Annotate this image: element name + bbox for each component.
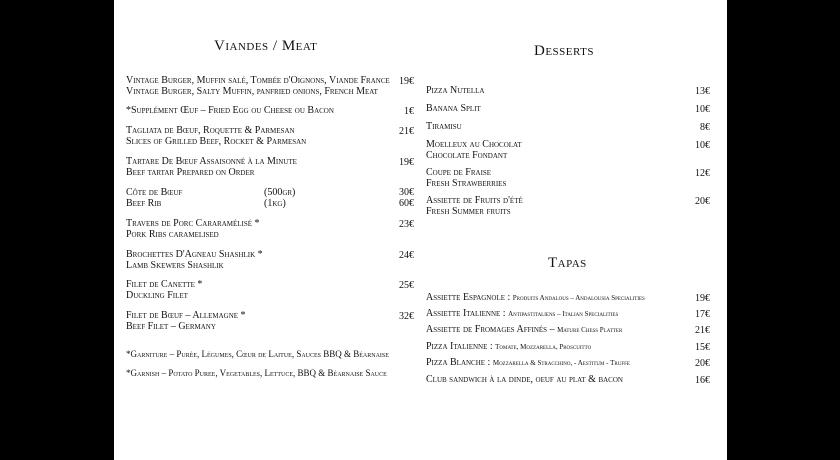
item-price: 1€ (404, 106, 414, 117)
item-name-fr: Banana Split (426, 103, 481, 114)
meat-section-title: Viandes / Meat (214, 38, 318, 54)
menu-item (426, 309, 618, 320)
item-detail: Tomate, Mozzarella, Proscuitto (495, 343, 592, 351)
item-name-en: Vintage Burger, Salty Muffin, panfried onions, French Meat (126, 85, 378, 97)
menu-item (126, 280, 202, 301)
price-1kg: 60€ (399, 197, 414, 209)
menu-item (426, 122, 462, 133)
menu-item (426, 293, 645, 304)
item-name-fr: Pizza Nutella (426, 85, 485, 96)
menu-item (426, 196, 523, 217)
item-name-en: Duckling Filet (126, 289, 188, 301)
item-name-en: Fresh Summer fruits (426, 205, 511, 217)
item-price: 21€ (695, 325, 710, 336)
item-price: 32€ (399, 311, 414, 322)
item-name-en: Slices of Grilled Beef, Rocket & Parmesan (126, 135, 307, 147)
desserts-section-title: Desserts (534, 43, 595, 59)
tapas-section-title: Tapas (548, 255, 587, 271)
item-price: 21€ (399, 126, 414, 137)
item-name-fr: Tiramisu (426, 121, 462, 132)
item-name-fr: Tagliata de Bœuf, Roquette & Parmesan (126, 125, 295, 136)
item-name: Assiette de Fromages Affinés – (426, 324, 558, 335)
item-name: Pizza Blanche : (426, 357, 493, 368)
menu-item (126, 188, 182, 209)
item-price: 19€ (399, 157, 414, 168)
weight-500g: (500gr) (264, 187, 296, 198)
item-name: Pizza Italienne : (426, 341, 496, 352)
garnish-note-en: *Garnish – Potato Puree, Vegetables, Lettuce, BBQ & Béarnaise Sauce (126, 368, 387, 378)
item-name-fr: Filet de Canette * (126, 279, 203, 290)
item-name-fr: Filet de Bœuf – Allemagne * (126, 310, 246, 321)
item-name-fr: Assiette de Fruits d'été (426, 195, 523, 206)
menu-item (426, 358, 630, 369)
item-price: 19€ (399, 76, 414, 87)
item-price: 8€ (700, 122, 710, 133)
item-price: 17€ (695, 309, 710, 320)
item-name-fr: Tartare De Bœuf Assaisonné à la Minute (126, 156, 297, 167)
item-name-en: Beef tartar Prepared on Order (126, 166, 255, 178)
menu-item (126, 126, 306, 147)
item-name: Assiette Italienne : (426, 308, 509, 319)
item-price: 12€ (695, 168, 710, 179)
menu-page (114, 0, 727, 460)
item-price: 10€ (695, 104, 710, 115)
item-name-en: Beef Rib (126, 197, 162, 209)
price-500g: 30€ (399, 187, 414, 198)
item-price (380, 188, 414, 209)
menu-item (426, 342, 591, 353)
item-price: 19€ (695, 293, 710, 304)
menu-item (126, 311, 246, 332)
item-price: 10€ (695, 140, 710, 151)
item-price: 24€ (399, 250, 414, 261)
garnish-note-fr: *Garniture – Purée, Légumes, Cœur de Laitue, Sauces BBQ & Béarnaise (126, 349, 389, 359)
item-name-fr: *Supplément Œuf – Fried Egg ou Cheese ou Bacon (126, 105, 334, 116)
menu-item (126, 157, 297, 178)
item-name-en: Lamb Skewers Shashlik (126, 259, 224, 271)
item-detail: Mozzarella & Stracchino, - Aestitum - Truffe (492, 359, 630, 367)
menu-item (126, 250, 263, 271)
weight-1kg: (1kg) (264, 197, 286, 209)
item-weight (264, 188, 295, 209)
item-name-en: Beef Filet – Germany (126, 320, 216, 332)
item-price: 20€ (695, 358, 710, 369)
item-price: 15€ (695, 342, 710, 353)
item-price: 20€ (695, 196, 710, 207)
menu-item (426, 325, 622, 336)
item-price: 25€ (399, 280, 414, 291)
menu-item (426, 104, 481, 115)
menu-item (426, 375, 623, 386)
item-name: Club sandwich à la dinde, oeuf au plat & bacon (426, 374, 623, 385)
item-price: 23€ (399, 219, 414, 230)
item-name-fr: Côte de Bœuf (126, 187, 183, 198)
item-detail: Antipastitaliens – Italian Specialities (508, 310, 619, 318)
item-name-fr: Brochettes D'Agneau Shashlik * (126, 249, 263, 260)
item-price: 16€ (695, 375, 710, 386)
menu-item (126, 106, 334, 117)
menu-item (126, 219, 260, 240)
item-name-fr: Moelleux au Chocolat (426, 139, 522, 150)
item-detail: Mature Chess Platter (557, 326, 623, 334)
menu-item (426, 168, 506, 189)
item-price: 13€ (695, 86, 710, 97)
item-detail: Produits Andalous – Andalousia Specialities (512, 294, 645, 302)
item-name-fr: Coupe de Fraise (426, 167, 492, 178)
item-name-en: Pork Ribs caramelised (126, 228, 219, 240)
menu-item (126, 76, 390, 97)
item-name-en: Fresh Strawberries (426, 177, 507, 189)
item-name: Assiette Espagnole : (426, 292, 513, 303)
menu-item (426, 86, 484, 97)
item-name-en: Chocolate Fondant (426, 149, 508, 161)
item-name-fr: Vintage Burger, Muffin salé, Tombée d'Oignons, Viande France (126, 75, 390, 86)
menu-item (426, 140, 522, 161)
item-name-fr: Travers de Porc Cararamélisé * (126, 218, 260, 229)
